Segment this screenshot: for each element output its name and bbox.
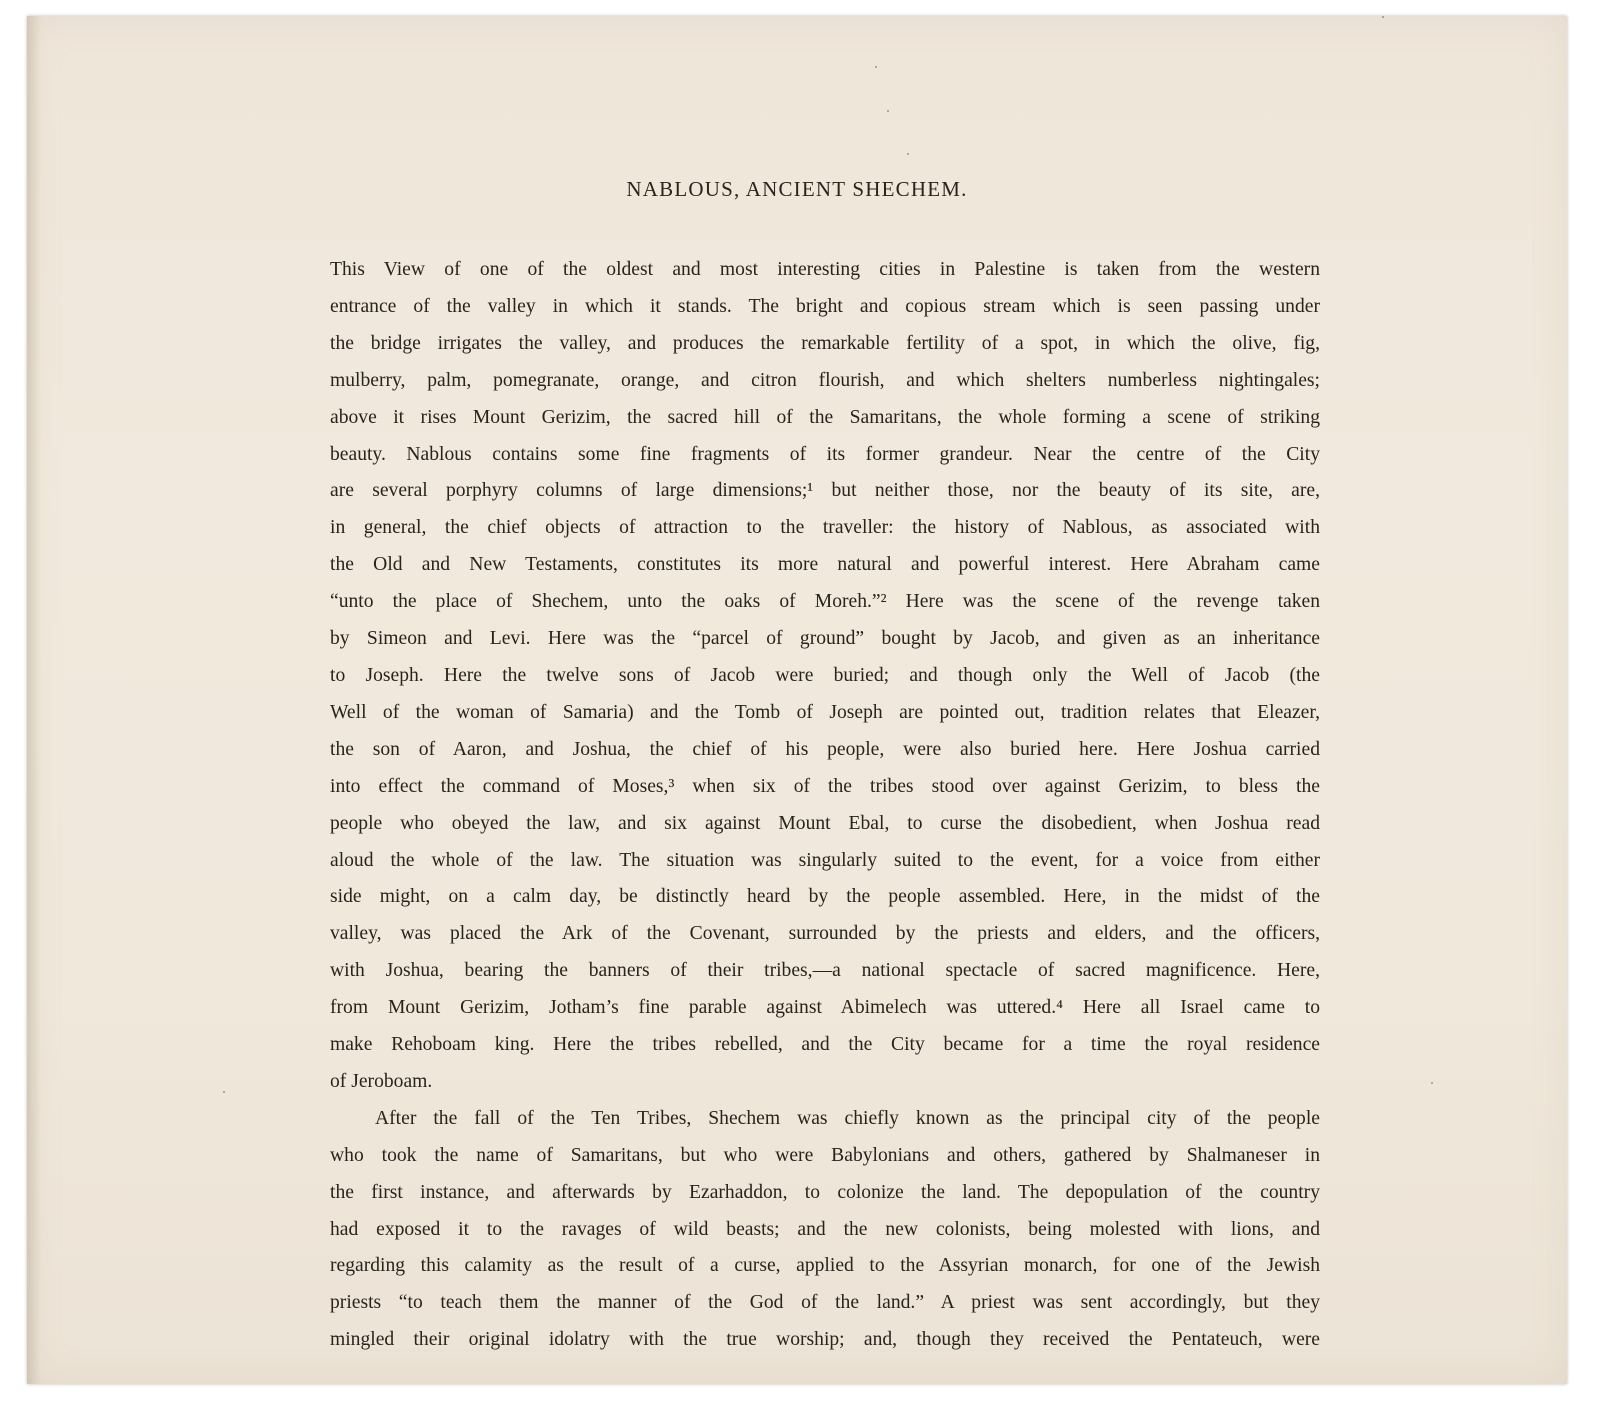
text-line: priests “to teach them the manner of the God of the land.” A priest was sent accordingly, but they [330,1292,1320,1314]
text-line: Well of the woman of Samaria) and the Tomb of Joseph are pointed out, tradition relates that Eleazer, [330,701,1320,723]
text-line: the Old and New Testaments, constitutes its more natural and powerful interest. Here Abraham came [330,554,1320,576]
text-line: aloud the whole of the law. The situation was singularly suited to the event, for a voice from either [330,849,1320,871]
text-line: make Rehoboam king. Here the tribes rebelled, and the City became for a time the royal residence [330,1034,1320,1056]
page-title: NABLOUS, ANCIENT SHECHEM. [626,177,968,201]
text-line: This View of one of the oldest and most interesting cities in Palestine is taken from the western [330,259,1320,280]
text-line: mulberry, palm, pomegranate, orange, and citron flourish, and which shelters numberless nightingales; [330,369,1320,391]
paper-speck [875,66,877,68]
text-line: beauty. Nablous contains some fine fragments of its former grandeur. Near the centre of the City [330,443,1320,465]
text-line: the son of Aaron, and Joshua, the chief of his people, were also buried here. Here Joshua carried [330,738,1320,760]
text-line: the bridge irrigates the valley, and produces the remarkable fertility of a spot, in which the olive, fig, [330,332,1320,354]
text-line: regarding this calamity as the result of a curse, applied to the Assyrian monarch, for one of the Jewish [330,1255,1320,1277]
text-line: side might, on a calm day, be distinctly heard by the people assembled. Here, in the midst of the [330,886,1320,908]
paper-speck [887,110,889,112]
text-line: After the fall of the Ten Tribes, Shechem was chiefly known as the principal city of the people [375,1107,1320,1129]
text-line: from Mount Gerizim, Jotham’s fine parable against Abimelech was uttered.⁴ Here all Israel came to [330,997,1320,1019]
text-line: with Joshua, bearing the banners of their tribes,—a national spectacle of sacred magnificence. Here, [330,960,1320,982]
paper-speck [223,1091,225,1093]
text-line: “unto the place of Shechem, unto the oaks of Moreh.”² Here was the scene of the revenge taken [330,591,1320,613]
text-line: valley, was placed the Ark of the Covenant, surrounded by the priests and elders, and the officers, [330,923,1320,945]
text-line: entrance of the valley in which it stands. The bright and copious stream which is seen passing under [330,295,1320,317]
text-line: mingled their original idolatry with the true worship; and, though they received the Pentateuch, were [330,1329,1320,1351]
text-line: into effect the command of Moses,³ when six of the tribes stood over against Gerizim, to bless the [330,775,1320,797]
paper-speck [1431,1082,1433,1084]
text-line: people who obeyed the law, and six against Mount Ebal, to curse the disobedient, when Joshua read [330,812,1320,834]
paper-speck [907,153,909,155]
text-line: in general, the chief objects of attraction to the traveller: the history of Nablous, as associated with [330,517,1320,539]
page-shadow-edge [27,16,41,1384]
body-text [330,252,1320,1359]
text-line: who took the name of Samaritans, but who were Babylonians and others, gathered by Shalmaneser in [330,1144,1320,1166]
text-line: of Jeroboam. [330,1070,433,1092]
book-page [27,16,1567,1384]
text-line: by Simeon and Levi. Here was the “parcel of ground” bought by Jacob, and given as an inheritance [330,628,1320,650]
text-line: had exposed it to the ravages of wild beasts; and the new colonists, being molested with lions, and [330,1218,1320,1240]
text-line: the first instance, and afterwards by Ezarhaddon, to colonize the land. The depopulation of the country [330,1181,1320,1203]
text-line: are several porphyry columns of large dimensions;¹ but neither those, nor the beauty of its site, are, [330,480,1320,502]
paper-speck [1382,16,1384,18]
text-line: above it rises Mount Gerizim, the sacred hill of the Samaritans, the whole forming a scene of striking [330,406,1320,428]
text-line: to Joseph. Here the twelve sons of Jacob were buried; and though only the Well of Jacob (the [330,664,1320,686]
